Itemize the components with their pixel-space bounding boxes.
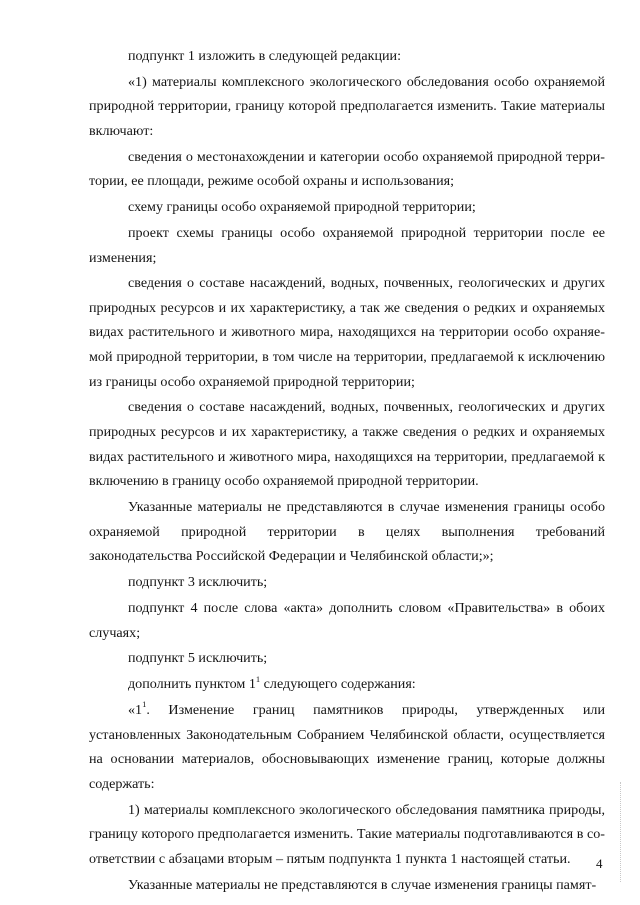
paragraph-text: следующего содержания:: [260, 676, 416, 693]
paragraph: сведения о составе насаждений, водных, почвенных, геологических и других природных ресурсов и их характеристику, а так же сведения о редких и охраняемых видах растительного и животного мира, находящихся на территории особо охраняемой природной территории, в том числе на территории, предлагаемой к исключению из границы особо охраняемой природной территории;: [89, 275, 605, 390]
superscript: 1: [255, 673, 261, 684]
paragraph: [89, 672, 605, 697]
paragraph-text: дополнить пунктом 1: [128, 676, 256, 693]
document-body: [89, 44, 605, 898]
paragraph: [89, 698, 605, 796]
paragraph: сведения о составе насаждений, водных, почвенных, геологических и других природных ресурсов и их характеристику, а также сведения о редких и охраняемых видах растительного и животного мира, находящихся на территории, предлагаемой к включению в границу особо охраняемой природной территории.: [89, 399, 605, 490]
paragraph: «1) материалы комплексного экологического обследования особо охраняемой природной территории, границу которой предполагается изменить. Такие материалы включают:: [89, 73, 605, 139]
paragraph-text: . Изменение границ памятников природы, утвержденных или установленных Законодательным Собранием Челябинской области, осуществляется на основании материалов, обосновывающих изменение границ, которые должны содержать:: [89, 702, 605, 792]
paragraph: проект схемы границы особо охраняемой природной территории после ее изменения;: [89, 224, 605, 266]
superscript: 1: [142, 699, 147, 710]
paragraph: подпункт 5 исключить;: [128, 650, 268, 667]
paragraph: Указанные материалы не представляются в случае изменения границы памят-: [128, 876, 597, 893]
paragraph: схему границы особо охраняемой природной территории;: [128, 199, 476, 216]
paragraph: 1) материалы комплексного экологического обследования памятника природы, границу которого предполагается изменить. Такие материалы подготавливаются в соответствии с абзацами вторым – пятым подпункта 1 пункта 1 настоящей статьи.: [89, 801, 605, 867]
paragraph: Указанные материалы не представляются в случае изменения границы особо охраняемой природной территории в целях выполнения требований законодательства Российской Федерации и Челябинской области;»;: [89, 499, 605, 565]
scan-edge-marks: [620, 782, 622, 882]
paragraph-text: «1: [128, 702, 143, 718]
paragraph: подпункт 1 изложить в следующей редакции:: [128, 48, 402, 64]
paragraph: подпункт 4 после слова «акта» дополнить словом «Правительства» в обоих случаях;: [89, 600, 605, 641]
page-number: 4: [596, 856, 603, 871]
paragraph: сведения о местонахождении и категории особо охраняемой природной территории, ее площади, режиме особой охраны и использования;: [89, 148, 605, 190]
paragraph: подпункт 3 исключить;: [128, 574, 268, 591]
